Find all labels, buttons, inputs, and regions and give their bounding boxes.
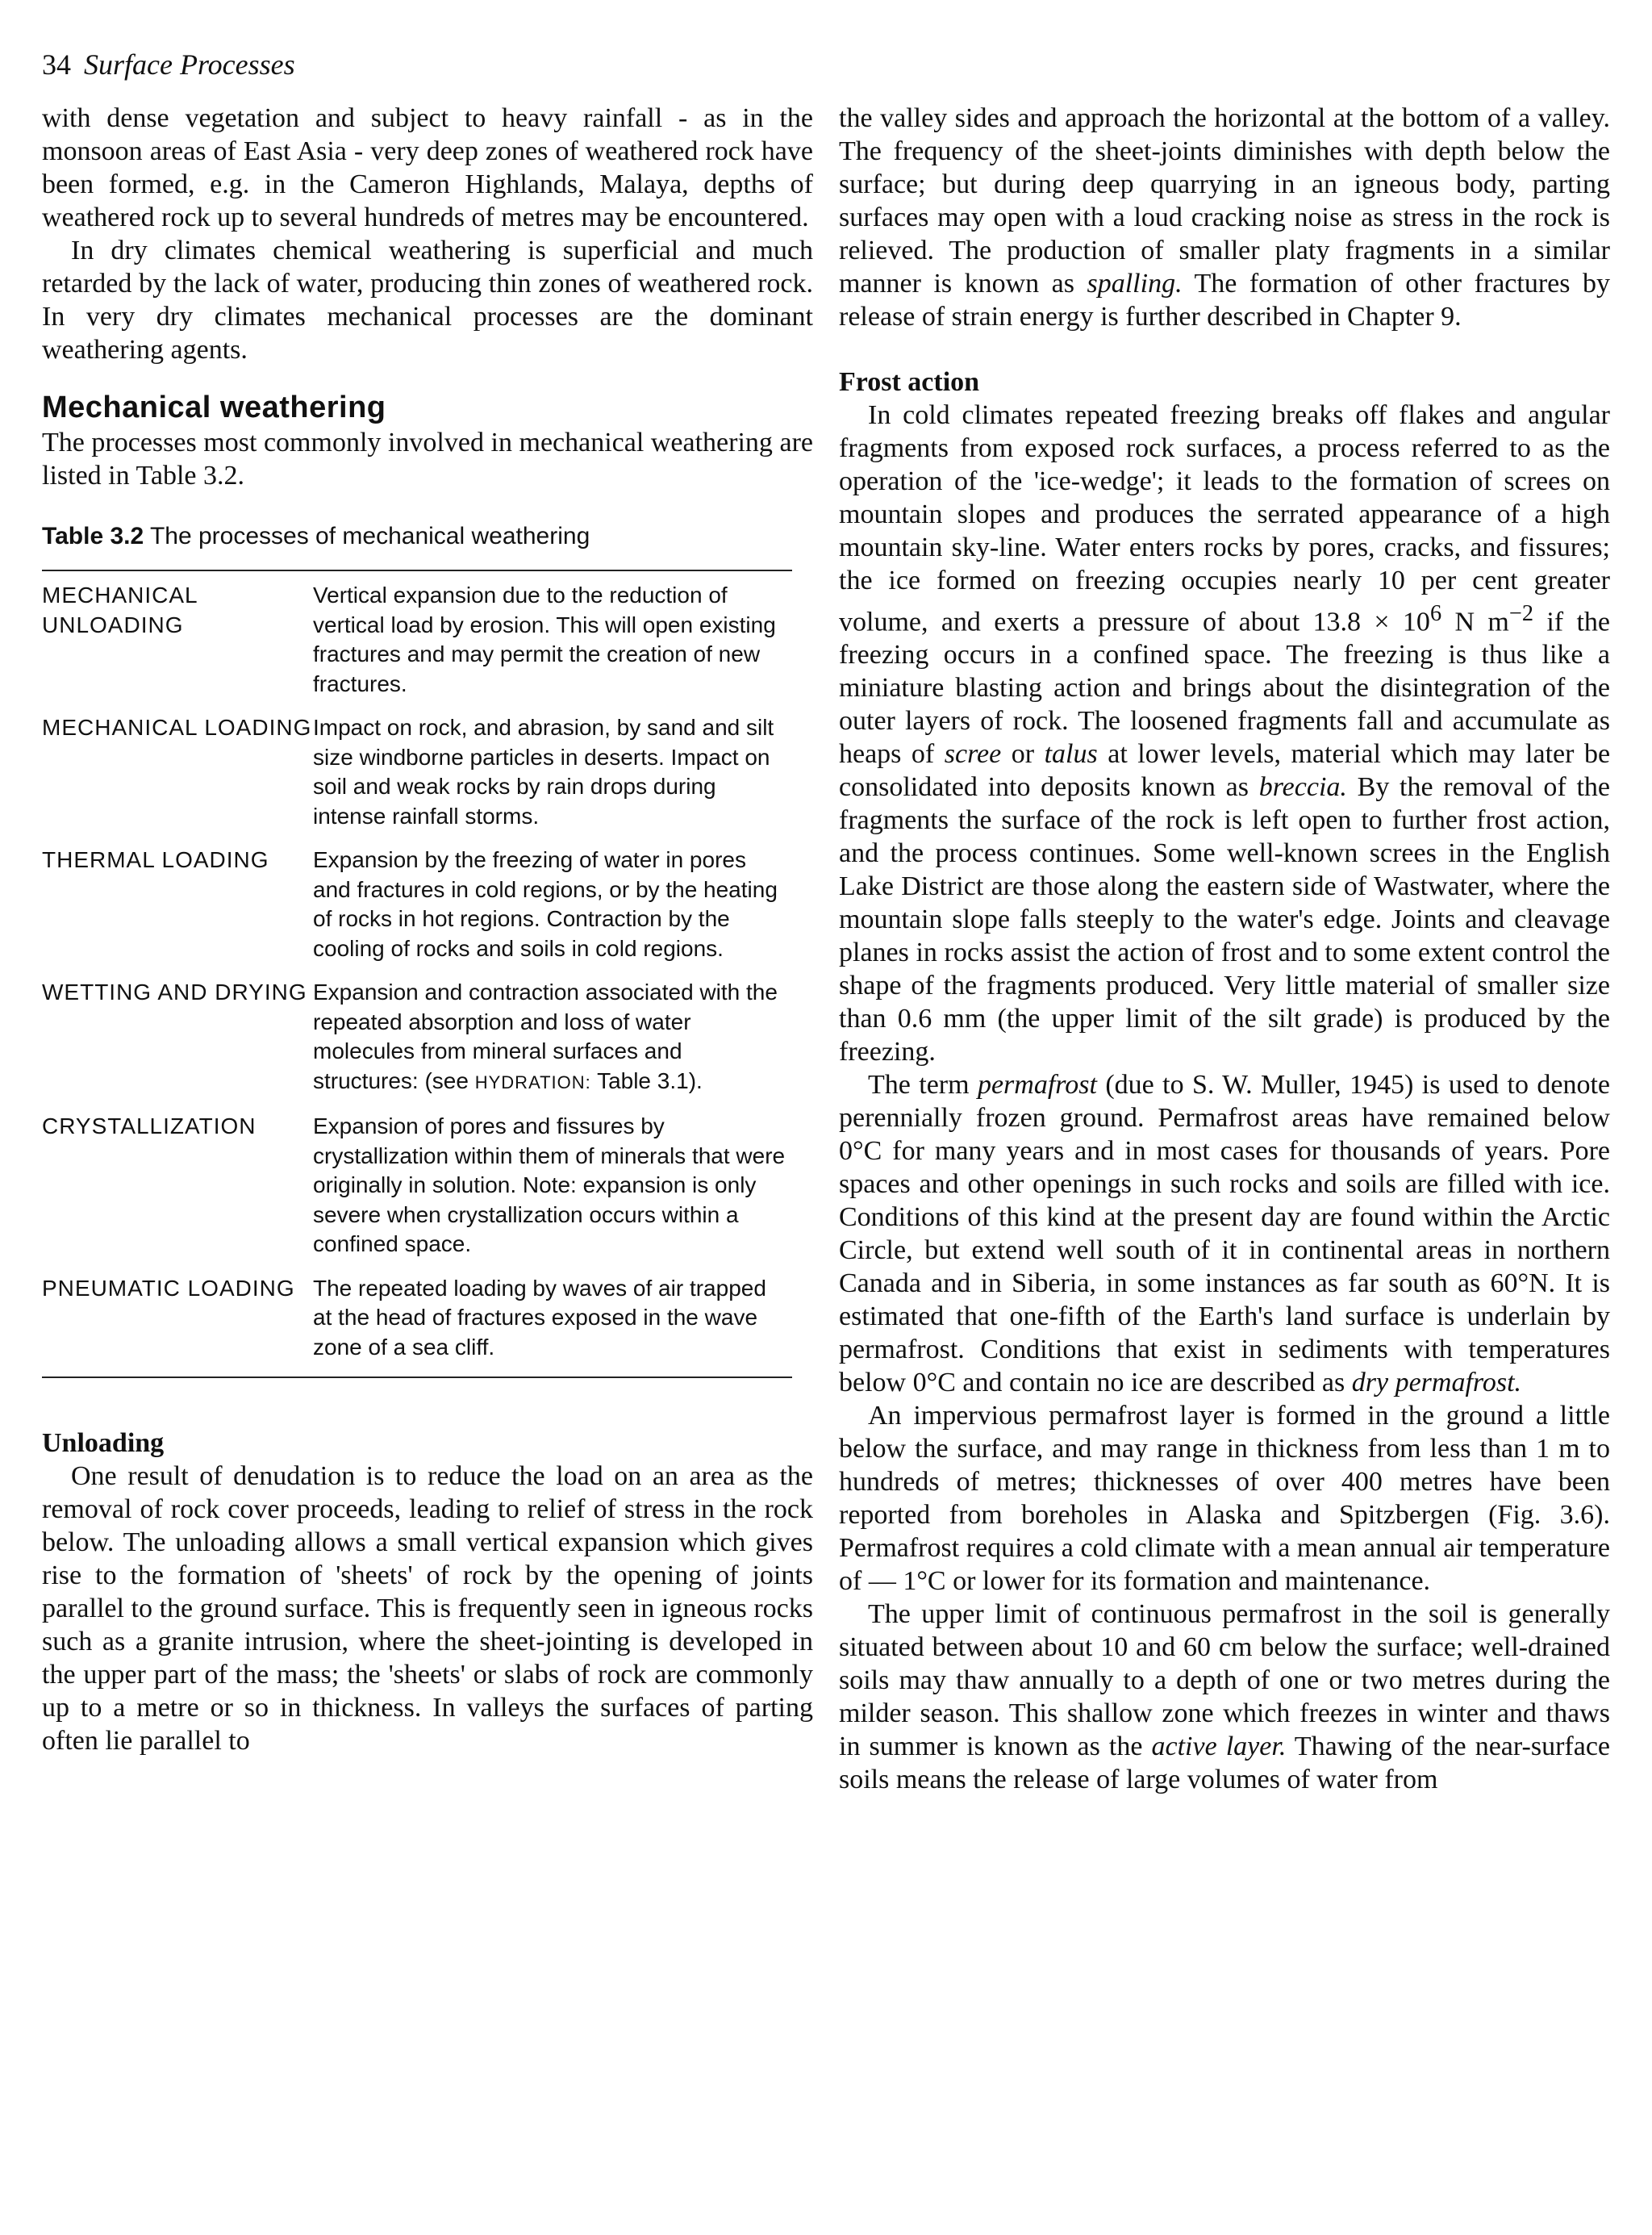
paragraph bbox=[839, 1068, 1610, 1399]
table-row bbox=[42, 1274, 792, 1363]
running-head bbox=[42, 47, 295, 82]
process-description: Impact on rock, and abrasion, by sand and silt size windborne particles in deserts. Impact on soil and weak rocks by rain drops during intense rainfall storms. bbox=[313, 715, 774, 829]
text-run: By the removal of the fragments the surface of the rock is left open to further frost action, and the process continues. Some well-known screes in the English Lake District are those along the eastern side of Wastwater, where the mountain slope falls steeply to the water's edge. Joints and cleavage planes in rocks assist the action of frost and to some extent control the shape of the fragments produced. Very little material of smaller size than 0.6 mm (the upper limit of the silt grade) is produced by the freezing. bbox=[839, 772, 1611, 1067]
left-column bbox=[42, 102, 813, 1757]
table-row bbox=[42, 846, 792, 963]
term-scree: scree bbox=[944, 739, 1002, 770]
table-caption bbox=[42, 521, 813, 552]
term-dry-permafrost: dry permafrost. bbox=[1351, 1368, 1522, 1398]
process-name: WETTING AND DRYING bbox=[42, 980, 307, 1005]
hydration-term: HYDRATION: bbox=[474, 1072, 591, 1092]
process-name: MECHANICAL LOADING bbox=[42, 715, 312, 740]
process-name: PNEUMATIC LOADING bbox=[42, 1275, 295, 1301]
text-run: at lower levels, material which may later be consolidated into deposits known as bbox=[839, 739, 1611, 803]
text-run: The upper limit of continuous permafrost in the soil is generally situated between about 10 and 60 cm below the surface; well-drained soils may thaw annually to a depth of one or two metres during the milder season. This shallow zone which freezes in winter and thaws in summer is known as the bbox=[839, 1599, 1610, 1762]
table-row bbox=[42, 713, 792, 831]
table-row bbox=[42, 978, 792, 1097]
process-name: CRYSTALLIZATION bbox=[42, 1113, 257, 1138]
process-description: Vertical expansion due to the reduction of vertical load by erosion. This will open existing fractures and may permit the creation of new fractures. bbox=[313, 583, 776, 696]
text-run: if the freezing occurs in a confined space. The freezing is thus like a miniature blasting action and brings about the disintegration of the outer layers of rock. The loosened fragments fall and accumulate as heaps of bbox=[839, 607, 1611, 770]
term-talus: talus bbox=[1044, 739, 1098, 770]
paragraph: An impervious permafrost layer is formed in the ground a little below the surface, and may range in thickness from less than 1 m to hundreds of metres; thicknesses of over 400 metres have been reported from boreholes in Alaska and Spitzbergen (Fig. 3.6). Permafrost requires a cold climate with a mean annual air temperature of — 1°C or lower for its formation and maintenance. bbox=[839, 1401, 1610, 1597]
description-text: Table 3.1). bbox=[597, 1067, 703, 1093]
paragraph: with dense vegetation and subject to heavy rainfall - as in the monsoon areas of East Asia - very deep zones of weathered rock have been formed, e.g. in the Cameron Highlands, Malaya, depths of weathered rock up to several hundreds of metres may be encountered. bbox=[42, 103, 813, 232]
process-name: THERMAL LOADING bbox=[42, 847, 269, 872]
text-run: The formation of other fractures by release of strain energy is further described in Chapter 9. bbox=[839, 269, 1610, 332]
table-row bbox=[42, 581, 792, 699]
subheading-unloading: Unloading bbox=[42, 1428, 165, 1458]
term-breccia: breccia. bbox=[1258, 772, 1347, 803]
running-title: Surface Processes bbox=[84, 48, 295, 81]
text-run: N m bbox=[1441, 607, 1509, 637]
weathering-table bbox=[42, 581, 792, 1362]
process-name: MECHANICAL UNLOADING bbox=[42, 583, 198, 637]
text-run: or bbox=[1011, 739, 1035, 770]
description-text: Expansion and contraction associated with the repeated absorption and loss of water molecules from mineral surfaces and structures: (see bbox=[313, 980, 778, 1093]
table-top-rule bbox=[42, 570, 792, 571]
paragraph: In dry climates chemical weathering is superficial and much retarded by the lack of water, producing thin zones of weathered rock. In very dry climates mechanical processes are the dominant weathering agents. bbox=[42, 236, 813, 365]
text-run: Thawing of the near-surface soils means the release of large volumes of water from bbox=[839, 1732, 1611, 1795]
table-caption-text: The processes of mechanical weathering bbox=[149, 523, 590, 549]
page-number: 34 bbox=[42, 48, 71, 81]
process-description bbox=[313, 978, 792, 1097]
right-column bbox=[839, 102, 1610, 1796]
subheading-frost-action: Frost action bbox=[839, 367, 980, 397]
paragraph: One result of denudation is to reduce the load on an area as the removal of rock cover proceeds, leading to relief of stress in the rock below. The unloading allows a small vertical expansion which gives rise to the formation of 'sheets' of rock by the opening of joints parallel to the ground surface. This is frequently seen in igneous rocks such as a granite intrusion, where the sheet-jointing is developed in the upper part of the mass; the 'sheets' or slabs of rock are commonly up to a metre or so in thickness. In valleys the surfaces of parting often lie parallel to bbox=[42, 1461, 813, 1756]
paragraph bbox=[839, 1598, 1610, 1796]
text-run: In cold climates repeated freezing breaks off flakes and angular fragments from exposed rock surfaces, a process referred to as the operation of the 'ice-wedge'; it leads to the formation of screes on mountain slopes and produces the serrated appearance of a high mountain sky-line. Water enters rocks by pores, cracks, and fissures; the ice formed on freezing occupies nearly 10 per cent greater volume, and exerts a pressure of about 13.8 × 10 bbox=[839, 400, 1610, 637]
table-row bbox=[42, 1112, 792, 1260]
table-label: Table 3.2 bbox=[42, 523, 144, 549]
paragraph bbox=[839, 399, 1610, 1068]
paragraph bbox=[839, 102, 1610, 333]
term-permafrost: permafrost bbox=[977, 1070, 1097, 1101]
process-description: The repeated loading by waves of air trapped at the head of fractures exposed in the wave zone of a sea cliff. bbox=[313, 1275, 766, 1360]
process-description: Expansion of pores and fissures by crystallization within them of minerals that were originally in solution. Note: expansion is only severe when crystallization occurs within a confined space. bbox=[313, 1113, 786, 1256]
section-heading-mechanical-weathering: Mechanical weathering bbox=[42, 391, 386, 424]
term-spalling: spalling. bbox=[1087, 269, 1183, 299]
text-run: (due to S. W. Muller, 1945) is used to denote perennially frozen ground. Permafrost areas have remained below 0°C for many years and in most cases for thousands of years. Pore spaces and other openings in such rocks and soils are filled with ice. Conditions of this kind at the present day are found within the Arctic Circle, but extend well south of it in continental areas in northern Canada and in Siberia, in some instances as far south as 60°N. It is estimated that one-fifth of the Earth's land surface is underlain by permafrost. Conditions that exist in sediments with temperatures below 0°C and contain no ice are described as bbox=[839, 1070, 1611, 1398]
process-description: Expansion by the freezing of water in pores and fractures in cold regions, or by the heating of rocks in hot regions. Contraction by the cooling of rocks and soils in cold regions. bbox=[313, 847, 778, 961]
table-bottom-rule bbox=[42, 1377, 792, 1378]
paragraph: The processes most commonly involved in mechanical weathering are listed in Table 3.2. bbox=[42, 428, 813, 491]
term-active-layer: active layer. bbox=[1151, 1732, 1287, 1762]
exponent: −2 bbox=[1508, 601, 1533, 626]
exponent: 6 bbox=[1429, 601, 1442, 626]
text-run: The term bbox=[868, 1070, 970, 1101]
text-run: the valley sides and approach the horizontal at the bottom of a valley. The frequency of the sheet-joints diminishes with depth below the surface; but during deep quarrying in an igneous body, parting surfaces may open with a loud cracking noise as stress in the rock is relieved. The production of smaller platy fragments in a similar manner is known as bbox=[839, 103, 1610, 299]
